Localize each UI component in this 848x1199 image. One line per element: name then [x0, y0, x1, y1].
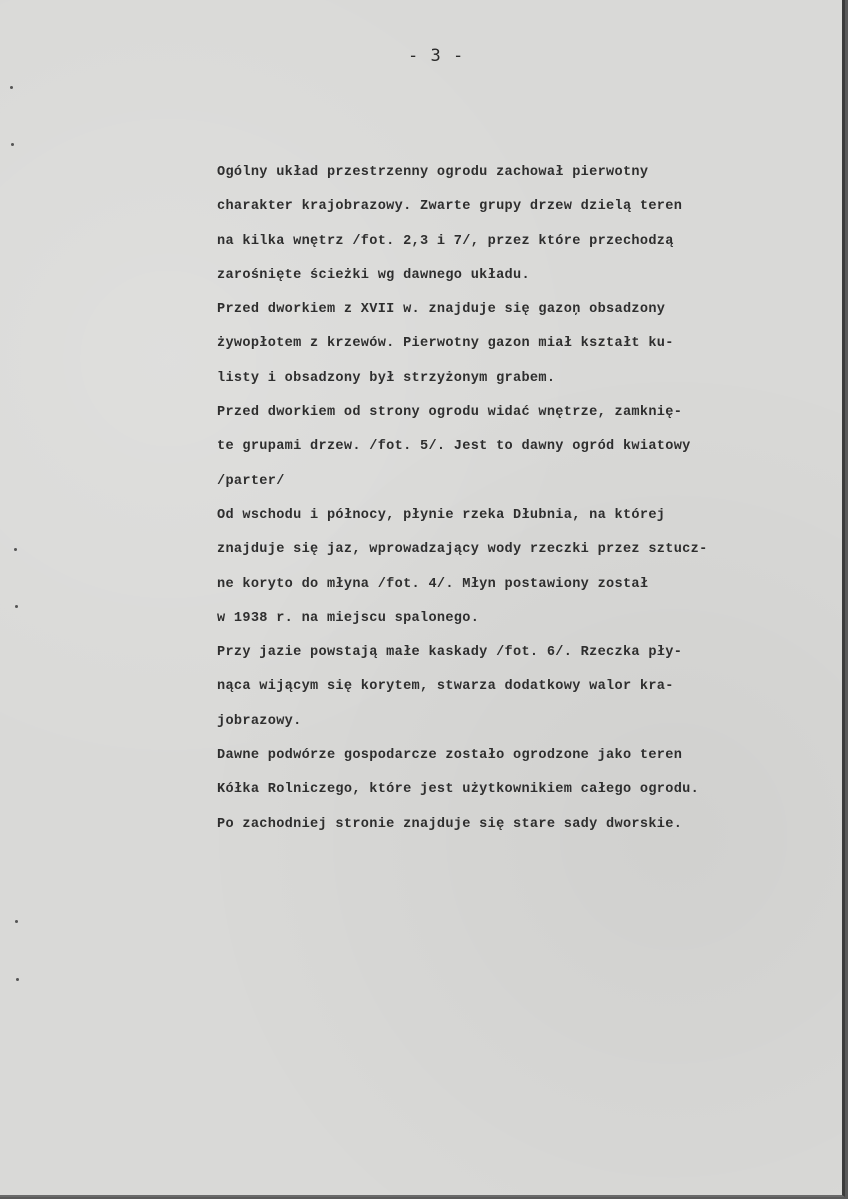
text-line: Przy jazie powstają małe kaskady /fot. 6/. Rzeczka pły- [217, 645, 683, 661]
text-line: zarośnięte ścieżki wg dawnego układu. [217, 267, 530, 283]
paper-speck [11, 143, 14, 146]
text-line: ne koryto do młyna /fot. 4/. Młyn postawiony został [217, 576, 649, 592]
text-line: znajduje się jaz, wprowadzający wody rzeczki przez sztucz- [217, 542, 708, 558]
text-line: Od wschodu i północy, płynie rzeka Dłubnia, na której [217, 507, 666, 523]
text-line: Przed dworkiem z XVII w. znajduje się gazoņ obsadzony [217, 302, 666, 318]
text-line: nąca wijącym się korytem, stwarza dodatkowy walor kra- [217, 679, 674, 695]
text-line: żywopłotem z krzewów. Pierwotny gazon miał kształt ku- [217, 336, 674, 352]
paper-speck [10, 86, 13, 89]
paper-speck [16, 978, 19, 981]
text-line: Przed dworkiem od strony ogrodu widać wnętrze, zamknię- [217, 405, 683, 421]
text-line: na kilka wnętrz /fot. 2,3 i 7/, przez które przechodzą [217, 233, 674, 249]
page-number: - 3 - [408, 46, 465, 66]
body-text [217, 156, 842, 842]
text-line: charakter krajobrazowy. Zwarte grupy drzew dzielą teren [217, 199, 683, 215]
text-line: Ogólny układ przestrzenny ogrodu zachował pierwotny [217, 165, 649, 180]
paper-speck [14, 548, 17, 551]
text-line: listy i obsadzony był strzyżonym grabem. [217, 370, 556, 386]
text-line: jobrazowy. [217, 713, 302, 729]
paper-speck [15, 920, 18, 923]
text-line: Po zachodniej stronie znajduje się stare sady dworskie. [217, 816, 683, 832]
text-line: /parter/ [217, 473, 285, 489]
text-line: Kółka Rolniczego, które jest użytkownikiem całego ogrodu. [217, 782, 700, 798]
paper-speck [15, 605, 18, 608]
text-line: Dawne podwórze gospodarcze zostało ogrodzone jako teren [217, 748, 683, 764]
text-line: w 1938 r. na miejscu spalonego. [217, 610, 480, 626]
text-line: te grupami drzew. /fot. 5/. Jest to dawny ogród kwiatowy [217, 439, 691, 455]
